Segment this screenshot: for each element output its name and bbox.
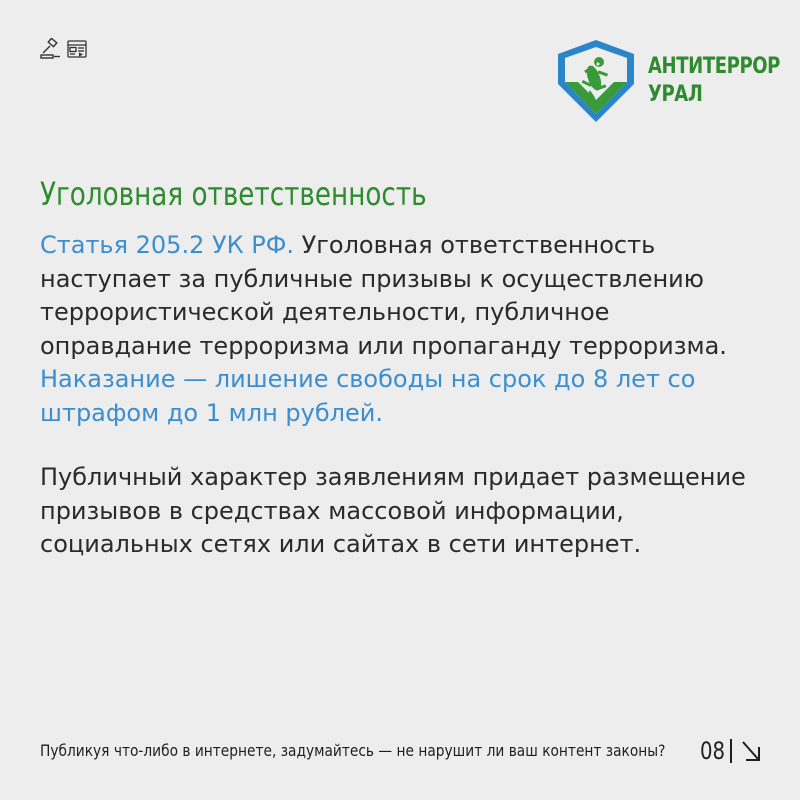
article-text: Уголовная ответственность наступает за публичные призывы к осуществлению террористической деятельности, публичное оправдание терроризма или пропаганду терроризма. [40, 231, 727, 360]
footer-separator [730, 739, 732, 763]
penalty-text: Наказание — лишение свободы на срок до 8 лет со штрафом до 1 млн рублей. [40, 365, 696, 427]
page-title: Уголовная ответственность [40, 175, 427, 213]
footer-caption: Публикуя что-либо в интернете, задумайтесь — не нарушит ли ваш контент законы? [40, 741, 666, 760]
lizard-shield-logo [554, 38, 638, 124]
brand-line1: АНТИТЕРРОР [648, 54, 780, 79]
brand-name [648, 53, 780, 109]
top-icons [40, 38, 88, 60]
gavel-icon [40, 38, 62, 60]
page-number: 08 [700, 737, 726, 765]
article-reference: Статья 205.2 УК РФ. [40, 231, 295, 259]
paragraph-public-nature: Публичный характер заявлениям придает размещение призывов в средствах массовой информации, социальных сетях или сайтах в сети интернет. [40, 463, 746, 558]
brand-line2: УРАЛ [648, 82, 703, 107]
brand [554, 38, 800, 124]
paragraph-article [40, 229, 760, 430]
arrow-down-right-icon[interactable] [740, 739, 762, 763]
media-content-icon [66, 38, 88, 60]
